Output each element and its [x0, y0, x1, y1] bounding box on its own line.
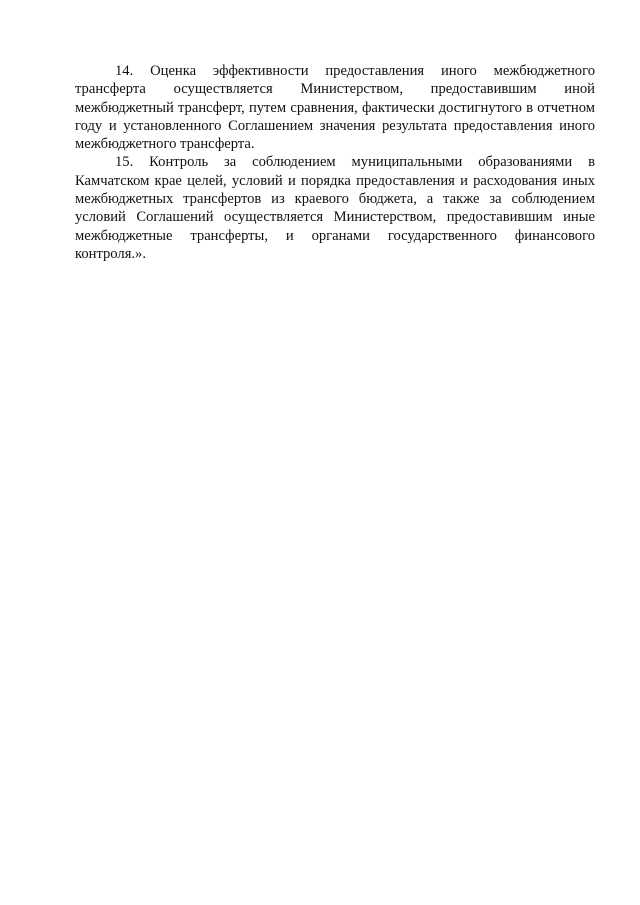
paragraph-text: Оценка эффективности предоставления иного межбюджетного трансферта осуществляется Министерством, предоставившим иной межбюджетный трансферт, путем сравнения, фактически достигнутого в отчетном году и установленного Соглашением значения результата предоставления иного межбюджетного трансферта.: [75, 63, 596, 153]
document-body: [75, 62, 595, 263]
paragraph-15: [75, 153, 595, 263]
paragraph-number: 15.: [115, 154, 134, 171]
paragraph-number: 14.: [115, 63, 134, 79]
paragraph-14: [75, 62, 595, 153]
paragraph-text: Контроль за соблюдением муниципальными образованиями в Камчатском крае целей, условий и порядка предоставления и расходования иных межбюджетных трансфертов из краевого бюджета, а также за соблюдением условий Соглашений осуществляется Министерством, предоставившим иные межбюджетные трансферты, и органами государственного финансового контроля.».: [75, 154, 595, 262]
